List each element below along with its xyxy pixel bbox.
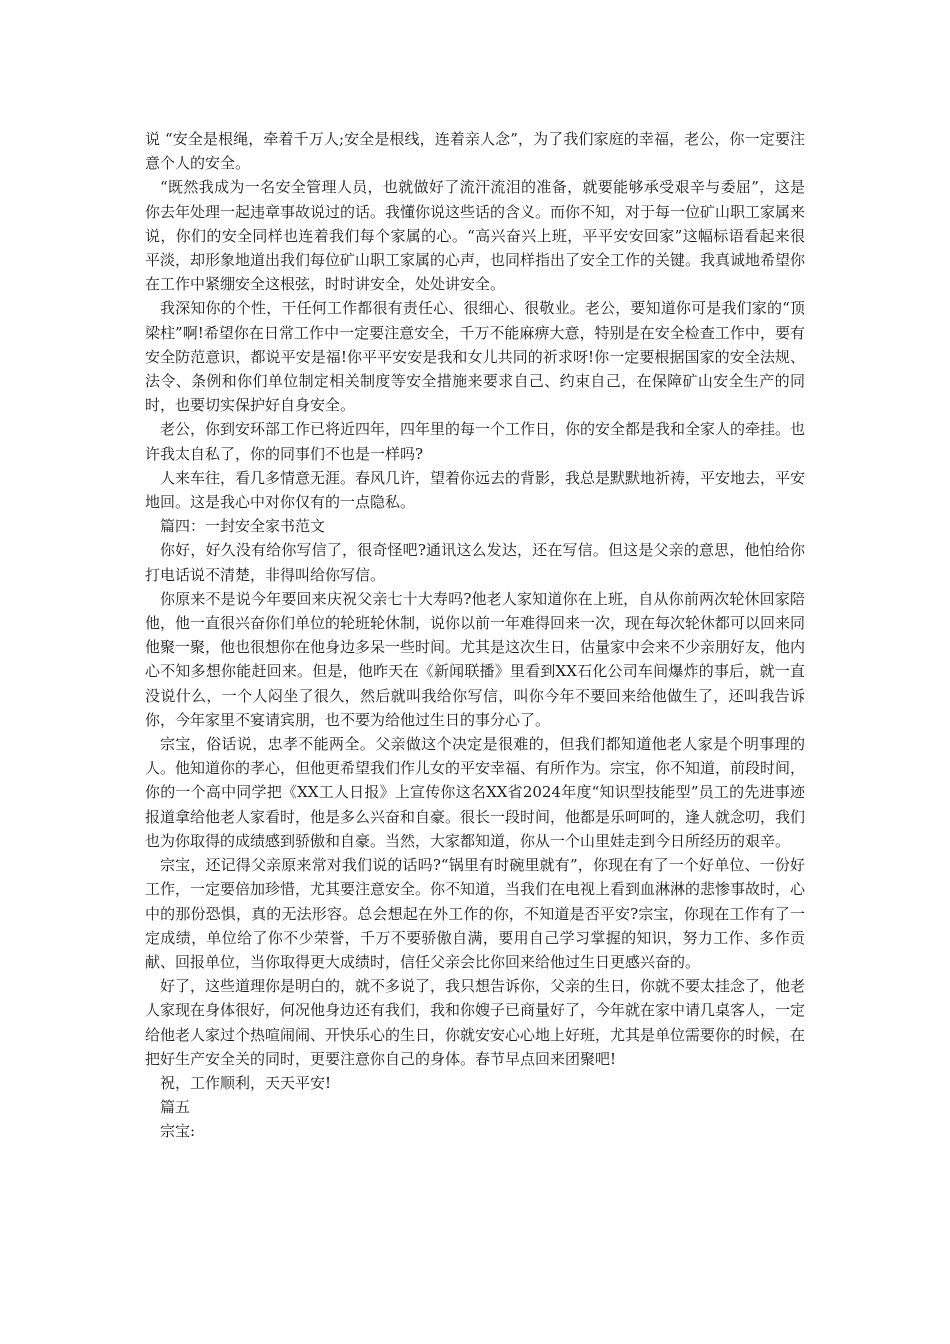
paragraph: 说 “安全是根绳，牵着千万人;安全是根线，连着亲人念”，为了我们家庭的幸福，老公，你一定要注意个人的安全。 bbox=[145, 130, 805, 173]
paragraph: 我深知你的个性，干任何工作都很有责任心、很细心、很敬业。老公，要知道你可是我们家的“顶梁柱”啊!希望你在日常工作中一定要注意安全，千万不能麻痹大意，特别是在安全检查工作中，要有安全防范意识，都说平安是福!你平平安安是我和女儿共同的祈求呀!你一定要根据国家的安全法规、法令、条例和你们单位制定相关制度等安全措施来要求自己、约束自己，在保障矿山安全生产的同时，也要切实保护好自身安全。 bbox=[145, 299, 805, 415]
document-body bbox=[145, 127, 805, 1144]
paragraph: 好了，这些道理你是明白的，就不多说了，我只想告诉你，父亲的生日，你就不要太挂念了，他老人家现在身体很好，何况他身边还有我们，我和你嫂子已商量好了，今年就在家中请几桌客人，一定给他老人家过个热喧闹闹、开快乐心的生日，你就安安心心地上好班，尤其是单位需要你的时候，在把好生产安全关的同时，更要注意你自己的身体。春节早点回来团聚吧! bbox=[145, 977, 806, 1068]
paragraph: 宗宝，还记得父亲原来常对我们说的话吗?“锅里有时碗里就有”，你现在有了一个好单位、一份好工作，一定要倍加珍惜，尤其要注意安全。你不知道，当我们在电视上看到血淋淋的悲惨事故时，心中的那份恐惧，真的无法形容。总会想起在外工作的你，不知道是否平安?宗宝，你现在工作有了一定成绩，单位给了你不少荣誉，千万不要骄傲自满，要用自己学习掌握的知识，努力工作、多作贡献、回报单位，当你取得更大成绩时，信任父亲会比你回来给他过生日更感兴奋的。 bbox=[145, 856, 806, 971]
paragraph: 你原来不是说今年要回来庆祝父亲七十大寿吗?他老人家知道你在上班，自从你前两次轮休回家陪他，他一直很兴奋你们单位的轮班轮休制，说你以前一年难得回来一次，现在每次轮休都可以回来同他聚一聚，他也很想你在他身边多呆一些时间。尤其是这次生日，估量家中会来不少亲朋好友，他内心不知多想你能赶回来。但是，他昨天在《新闻联播》里看到XX石化公司车间爆炸的事后，就一直没说什么，一个人闷坐了很久，然后就叫我给你写信，叫你今年不要回来给他做生了，还叫我告诉你，今年家里不宴请宾朋，也不要为给他过生日的事分心了。 bbox=[145, 589, 806, 729]
paragraph: “既然我成为一名安全管理人员，也就做好了流汗流泪的准备，就要能够承受艰辛与委屈”，这是你去年处理一起违章事故说过的话。我懂你说这些话的含义。而你不知，对于每一位矿山职工家属来说，你们的安全同样也连着我们每个家属的心。“高兴奋兴上班，平平安安回家”这幅标语看起来很平淡，却形象地道出我们每位矿山职工家属的心声，也同样指出了安全工作的关键。我真诚地希望你在工作中紧绷安全这根弦，时时讲安全，处处讲安全。 bbox=[145, 178, 806, 294]
paragraph: 老公，你到安环部工作已将近四年，四年里的每一个工作日，你的安全都是我和全家人的牵挂。也许我太自私了，你的同事们不也是一样吗? bbox=[145, 420, 806, 463]
paragraph: 宗宝，俗话说，忠孝不能两全。父亲做这个决定是很难的，但我们都知道他老人家是个明事理的人。他知道你的孝心，但他更希望我们作儿女的平安幸福、有所作为。宗宝，你不知道，前段时间，你的一个高中同学把《XX工人日报》上宣传你这名XX省2024年度“知识型技能型”员工的先进事迹报道拿给他老人家看时，他是多么兴奋和自豪。很长一段时间，他都是乐呵呵的，逢人就念叨，我们也为你取得的成绩感到骄傲和自豪。当然，大家都知道，你从一个山里娃走到今日所经历的艰辛。 bbox=[145, 735, 806, 850]
closing-line: 祝，工作顺利，天天平安! bbox=[160, 1073, 332, 1092]
salutation: 宗宝: bbox=[160, 1122, 196, 1141]
paragraph: 你好，好久没有给你写信了，很奇怪吧?通讯这么发达，还在写信。但这是父亲的意思，他怕给你打电话说不清楚，非得叫给你写信。 bbox=[145, 541, 805, 584]
section-heading: 篇五 bbox=[160, 1098, 191, 1117]
section-heading: 篇四：一封安全家书范文 bbox=[160, 517, 326, 536]
paragraph: 人来车往，看几多情意无涯。春风几许，望着你远去的背影，我总是默默地祈祷，平安地去，平安地回。这是我心中对你仅有的一点隐私。 bbox=[145, 468, 806, 512]
